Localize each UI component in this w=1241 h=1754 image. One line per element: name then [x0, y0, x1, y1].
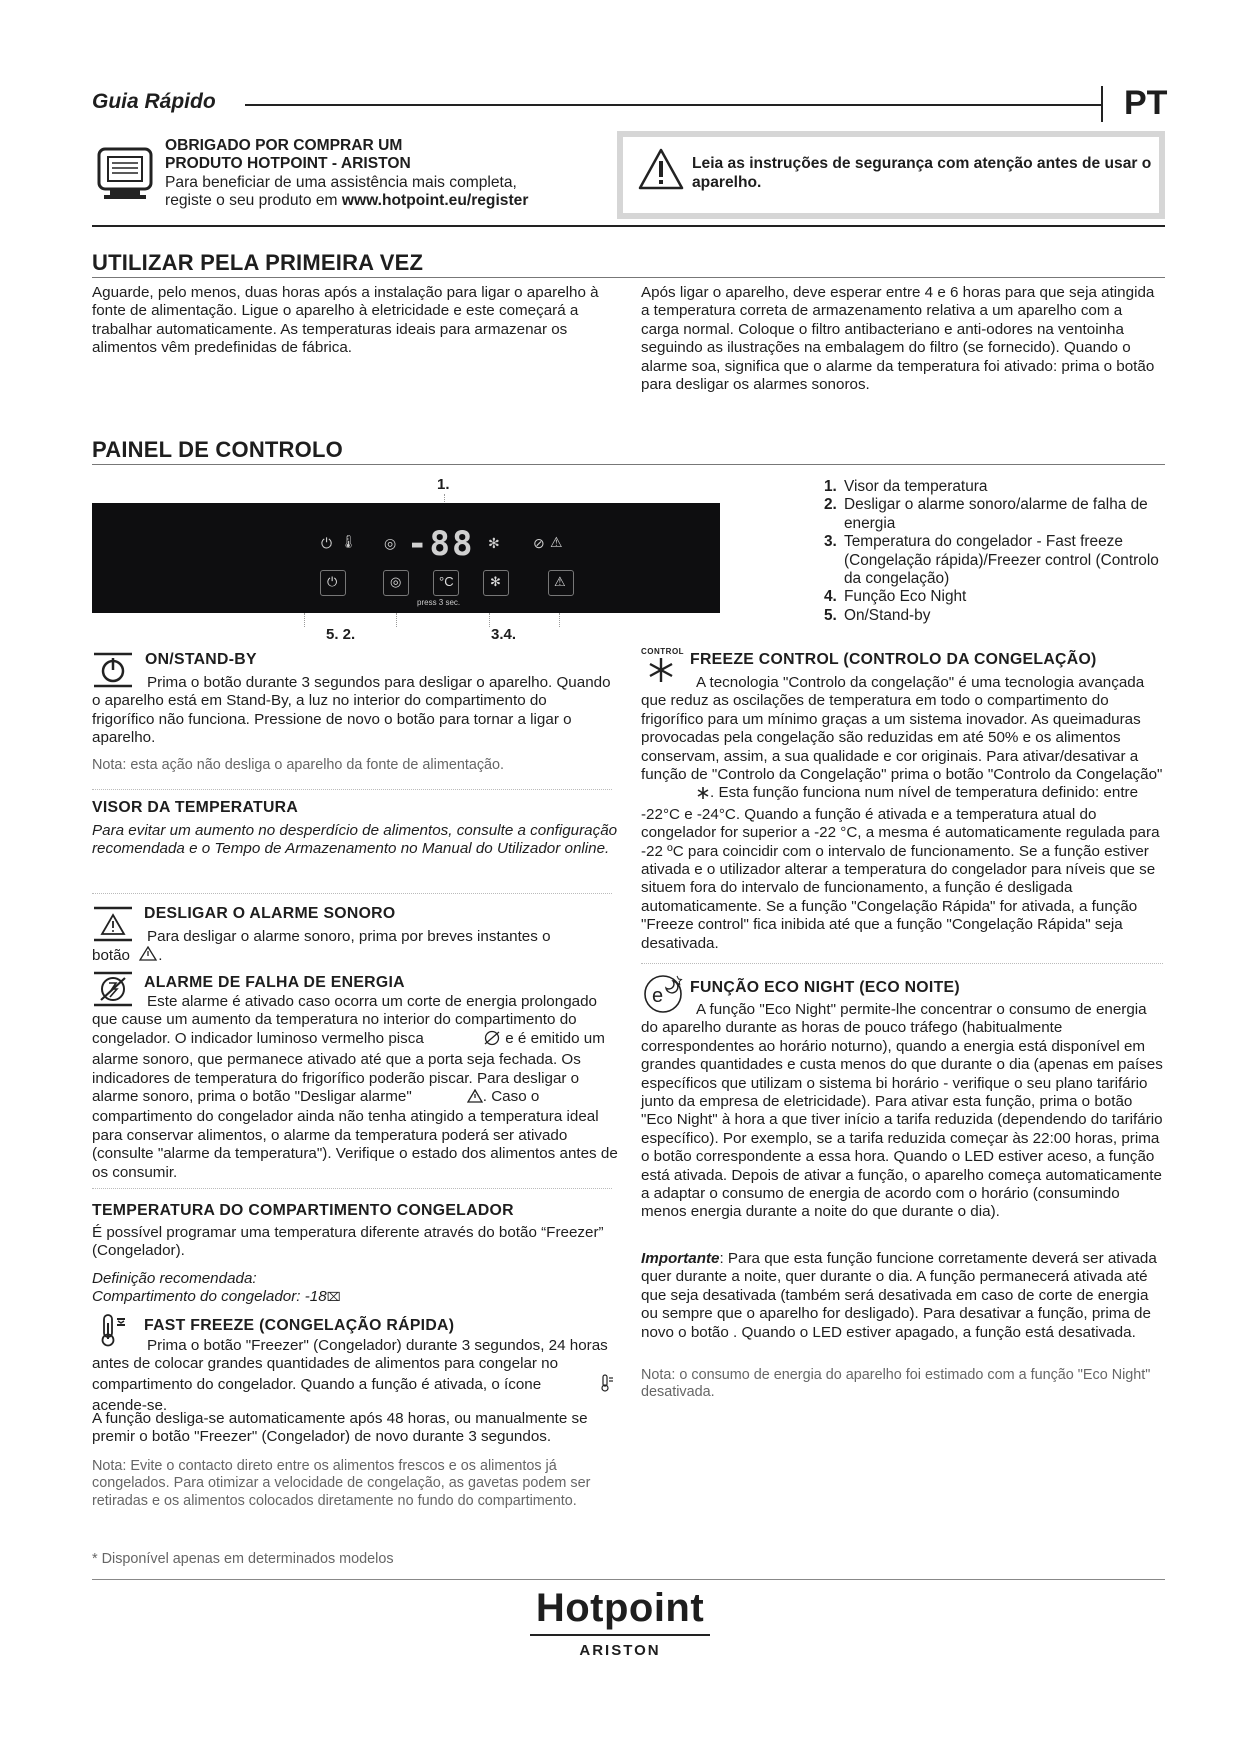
guide-title: Guia Rápido [92, 90, 216, 113]
callout-1: 1. [437, 476, 450, 493]
on-standby-note: Nota: esta ação não desliga o aparelho da fonte de alimentação. [92, 757, 505, 773]
power-fail-text-3: . Caso o compartimento do congelador ainda não tenha atingido a temperatura ideal para conservar alimentos, o alarme da temperatura poderá ser ativado (consulte "alarme da temperatura"). Verifique o estado dos alimentos antes de os consumir. [92, 1088, 618, 1181]
fast-freeze-text [92, 1337, 619, 1416]
control-panel-image [92, 503, 720, 613]
recommended-value [92, 1288, 612, 1306]
alarm-indicator-icon: ⚠ [550, 534, 563, 550]
eco-night-title: FUNÇÃO ECO NIGHT (ECO NOITE) [690, 979, 960, 996]
alarm-off-title: DESLIGAR O ALARME SONORO [144, 905, 396, 922]
freeze-control-text [641, 674, 1163, 953]
freezer-temp-recommended [92, 1270, 612, 1307]
alarm-button-icon [138, 946, 158, 967]
dotted-divider [92, 789, 612, 790]
fast-freeze-note: Nota: Evite o contacto direto entre os alimentos frescos e os alimentos já congelados. Para otimizar a velocidade de congelação, as gavetas podem ser retiradas e os alimentos colocados diretamente no fundo do compartimento. [92, 1458, 591, 1509]
computer-icon [96, 145, 154, 201]
important-label: Importante [641, 1250, 720, 1267]
standby-indicator-icon: ⏻ [321, 535, 333, 551]
section-underline [92, 464, 1165, 465]
header-rule-tick [1101, 86, 1103, 122]
language-code: PT [1124, 84, 1168, 122]
temp-display-title: VISOR DA TEMPERATURA [92, 799, 299, 816]
alarm-off-line-2 [92, 946, 618, 967]
safety-text: Leia as instruções de segurança com atenção antes de usar o aparelho. [692, 155, 1152, 191]
control-panel-legend [824, 478, 1164, 625]
eco-night-text: A função "Eco Night" permite-lhe concentrar o consumo de energia do aparelho durante as horas de pouco tráfego (habitualmente correspondentes ao horário noturno), quando a energia está disponível em grandes quantidades e custa menos do que durante o dia (apenas em países específicos que utilizam o sistema bi horário - verifique o seu plano tarifário junto da empresa de eletricidade). Para ativar esta função, prima o botão "Eco Night" à hora a que tiver início a tarifa reduzida (dependendo do tarifário específico). Por exemplo, se a tarifa reduzida começar às 22:00 horas, prima o botão correspondente a essa hora. Quando o LED estiver aceso, a função está ativada. Depois de ativar a função, o aparelho começa automaticamente a adaptar o consumo de energia de acordo com o horário (consumindo menos energia durante a noite do que durante o dia). [641, 1001, 1163, 1221]
register-line [165, 192, 585, 210]
recommended-label: Definição recomendada: [92, 1270, 257, 1287]
fast-freeze-text-3: A função desliga-se automaticamente após 48 horas, ou manualmente se premir o botão "Freezer" (Congelador) de novo durante 3 segundos. [92, 1410, 588, 1446]
fast-freeze-title: FAST FREEZE (CONGELAÇÃO RÁPIDA) [144, 1317, 455, 1334]
header-rule [245, 104, 1101, 106]
temp-display-text: Para evitar um aumento no desperdício de alimentos, consulte a configuração recomendada e o Tempo de Armazenamento no Manual do Utilizador online. [92, 822, 618, 858]
legend-item: 3. Temperatura do congelador - Fast freeze (Congelação rápida)/Freezer control (Controlo da congelação) [824, 533, 1159, 588]
freeze-control-indicator-icon: ✻ [488, 535, 500, 551]
freezer-temp-text: É possível programar uma temperatura diferente através do botão “Freezer” (Congelador). [92, 1224, 604, 1260]
section-title-first-use: UTILIZAR PELA PRIMEIRA VEZ [92, 250, 424, 275]
power-fail-indicator-icon: ⊘ [533, 535, 545, 551]
register-text: Para beneficiar de uma assistência mais completa, [165, 173, 517, 191]
register-text-prefix: registe o seu produto em [165, 192, 342, 210]
register-block [165, 137, 585, 211]
alarm-off-button[interactable]: ⚠ [548, 570, 574, 596]
callout-line [396, 613, 397, 627]
on-standby-text: Prima o botão durante 3 segundos para desligar o aparelho. Quando o aparelho está em Stand-By, a luz no interior do compartimento do frigorífico não funciona. Pressione de novo o botão para tornar a ligar o aparelho. [92, 674, 611, 747]
freeze-control-icon-label: CONTROL [641, 647, 685, 656]
section-divider [92, 225, 1165, 227]
power-fail-text-1: Este alarme é ativado caso ocorra um corte de energia prolongado que cause um aumento da temperatura no interior do compartimento do congelador. O indicador luminoso vermelho pisca [92, 993, 597, 1047]
on-standby-title: ON/STAND-BY [145, 651, 257, 668]
brand-rule [530, 1634, 710, 1636]
freeze-control-title: FREEZE CONTROL (CONTROLO DA CONGELAÇÃO) [690, 651, 1097, 668]
first-use-left-text: Aguarde, pelo menos, duas horas após a instalação para ligar o aparelho à fonte de alimentação. Ligue o aparelho à eletricidade e este começará a trabalhar automaticamente. As temperaturas ideais para armazenar os alimentos vêm predefinidas de fábrica. [92, 284, 599, 357]
standby-button[interactable]: ⏻ [320, 570, 346, 596]
power-fail-small-icon [428, 1030, 501, 1051]
fast-freeze-inline-icon [545, 1374, 614, 1397]
eco-night-button[interactable]: ◎ [383, 570, 409, 596]
hotpoint-logo [500, 1586, 740, 1659]
alarm-off-button-word: botão [92, 947, 131, 965]
press-3-sec-label [417, 598, 460, 607]
recommended-unit-glyph: ⌧ [326, 1290, 341, 1305]
callout-line [304, 613, 305, 627]
dotted-divider [92, 1188, 612, 1189]
important-text: : Para que esta função funcione corretamente deverá ser ativada quer durante a noite, quer durante o dia. A função permanecerá ativada até que seja desativada (também será desativada em caso de corte de energia ou sempre que o aparelho for desligado). Para desativar a função, prima de novo o botão . Quando o LED estiver apagado, a função está desativada. [641, 1250, 1157, 1341]
alarm-inline-icon [412, 1089, 483, 1108]
brand-name: Hotpoint [535, 1586, 705, 1630]
first-use-right-text: Após ligar o aparelho, deve esperar entre 4 e 6 horas para que seja atingida a temperatura correta de armazenamento relativa a um aparelho com a carga normal. Coloque o filtro antibacteriano e anti-odores na ventoinha seguindo as ilustrações na embalagem do filtro (se fornecido). Quando o alarme soa, significa que o alarme da temperatura foi ativado: prima o botão para desligar os alarmes sonoros. [641, 284, 1155, 394]
callout-line [559, 613, 560, 627]
freezer-temp-button[interactable]: °C [433, 570, 459, 596]
legend-item: 1. Visor da temperatura [824, 478, 988, 495]
fast-freeze-text-2: acende-se. [92, 1397, 168, 1415]
eco-night-important [641, 1250, 1163, 1342]
dotted-divider [641, 963, 1163, 964]
callout-5-2: 5. 2. [326, 626, 356, 643]
legend-item: 5. On/Stand-by [824, 606, 931, 624]
callout-3-4: 3.4. [491, 626, 517, 643]
freezer-temp-title: TEMPERATURA DO COMPARTIMENTO CONGELADOR [92, 1202, 514, 1219]
press-3-sec-text: press 3 sec. [417, 598, 461, 607]
brand-sub: ARISTON [579, 1642, 661, 1659]
footer-rule [92, 1579, 1165, 1580]
register-heading-2: PRODUTO HOTPOINT - ARISTON [165, 155, 411, 173]
freeze-control-text-1: A tecnologia "Controlo da congelação" é uma tecnologia avançada que reduz as oscilações de temperatura em todo o compartimento do frigorífico para um mínimo graças a um sistema inovador. As queimaduras provocadas pela congelação são reduzidas em até 50% e os alimentos conservam, assim, a sua qualidade e cor originais. Para ativar/desativar a função de "Controlo da Congelação" prima o botão "Controlo da Congelação" [641, 674, 1163, 784]
footnote: * Disponível apenas em determinados modelos [92, 1551, 394, 1567]
fast-freeze-text-1: Prima o botão "Freezer" (Congelador) durante 3 segundos, 24 horas antes de colocar grandes quantidades de alimentos para congelar no compartimento do congelador. Quando a função é ativada, o ícone [92, 1337, 608, 1393]
freeze-control-text-2: . Esta função funciona num nível de temperatura definido: entre -22°C e -24°C. Quando a função é ativada e a temperatura atual do congelador for superior a -22 °C, a mesma é automaticamente regulada para -22 ºC para coincidir com o intervalo de funcionamento. Se a função estiver ativada e o utilizador alterar a temperatura do congelador para níveis que se situem fora do intervalo de funcionamento, a função é desligada automaticamente. Se a função "Congelação Rápida" for ativada, a função "Freeze control" fica inibida até que a função "Congelação Rápida" seja desativada. [641, 784, 1160, 952]
section-underline [92, 277, 1165, 278]
register-heading-1: OBRIGADO POR COMPRAR UM [165, 137, 403, 154]
recommended-value-text: Compartimento do congelador: -18 [92, 1288, 327, 1306]
section-title-control-panel: PAINEL DE CONTROLO [92, 437, 343, 462]
power-fail-text-2: e é emitido um alarme sonoro, que permanece ativado até que a porta seja fechada. Os indicadores de temperatura do frigorífico poderão piscar. Para desligar o alarme sonoro, prima o botão "Desligar alarme" [92, 1029, 605, 1106]
register-link[interactable]: www.hotpoint.eu/register [341, 192, 529, 210]
alarm-off-text [92, 928, 618, 968]
eco-night-note: Nota: o consumo de energia do aparelho foi estimado com a função "Eco Night" desativada. [641, 1367, 1151, 1401]
power-fail-text [92, 993, 619, 1182]
warning-triangle-icon [637, 147, 685, 196]
alarm-off-period: . [158, 947, 163, 965]
fast-freeze-indicator-icon: 🌡 [340, 534, 357, 549]
freeze-control-button[interactable]: ✻ [483, 570, 509, 596]
eco-night-indicator-icon: ◎ [384, 535, 397, 551]
svg-text:e: e [652, 985, 664, 1007]
alarm-off-line-1: Para desligar o alarme sonoro, prima por breves instantes o [147, 928, 551, 945]
safety-box [617, 131, 1165, 219]
callout-line [489, 613, 490, 627]
legend-item: 2. Desligar o alarme sonoro/alarme de falha de energia [824, 496, 1148, 532]
legend-item: 4. Função Eco Night [824, 588, 967, 606]
dotted-divider [92, 893, 612, 894]
temperature-display: -88 [407, 524, 475, 564]
power-fail-title: ALARME DE FALHA DE ENERGIA [144, 974, 405, 991]
freeze-control-inline-icon [641, 784, 710, 805]
